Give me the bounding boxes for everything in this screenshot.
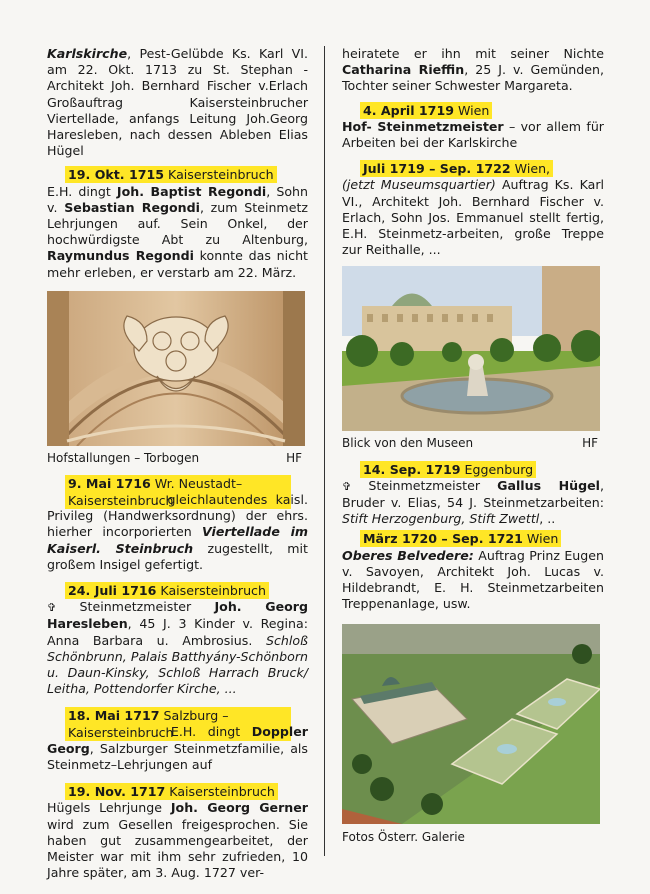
event-heading: 24. Juli 1716 Kaisersteinbruch [65, 582, 269, 599]
event-heading: 18. Mai 1717 Salzburg – Kaisersteinbruch [65, 707, 291, 741]
event-heading: 4. April 1719 Wien [360, 102, 492, 119]
event-text: (jetzt Museumsquartier) Auftrag Ks. Karl VI., Architekt Joh. Bernhard Fischer v. Erlach, Sohn Jos. Emmanuel stellt fertig, E.H. Steinmetz-arbeiten, große Treppe zur Reithalle, ... [342, 177, 605, 258]
cross-icon: ✞ [342, 479, 352, 493]
intro-paragraph: heiratete er ihn mit seiner Nichte Catharina Rieffin, 25 J. v. Gemünden, Tochter seiner Schwester Margareta. [342, 46, 605, 94]
photo-caption: Hofstallungen – Torbogen HF [47, 450, 302, 465]
event-heading: 14. Sep. 1719 Eggenburg [360, 461, 536, 478]
event-text: : E.H. dingt Doppler Georg, Salzburger Steinmetzfamilie, als Steinmetz–Lehrjungen auf [47, 724, 308, 772]
event-text: E.H. dingt Joh. Baptist Regondi, Sohn v. Sebastian Regondi, zum Steinmetz Lehrjungen auf. Sein Onkel, der hochwürdigste Abt zu Altenburg, Raymundus Regondi konnte das nicht mehr erleben, er verstarb am 22. März. [47, 183, 308, 280]
photo-torbogen [47, 291, 305, 446]
event-text: ✞ Steinmetzmeister Gallus Hügel, Bruder v. Elias, 54 J. Steinmetzarbeiten: Stift Herzogenburg, Stift Zwettl, .. [342, 477, 604, 527]
right-column [342, 46, 604, 846]
event-heading: 19. Okt. 1715 Kaisersteinbruch [65, 166, 277, 183]
left-column [47, 46, 308, 881]
event-text: Hof- Steinmetzmeister – vor allem für Arbeiten bei der Karlskirche [342, 118, 604, 151]
event-heading: 9. Mai 1716 Wr. Neustadt– Kaisersteinbruch [65, 475, 291, 509]
event-text: ✞ Steinmetzmeister Joh. Georg Haresleben, 45 J. 3 Kinder v. Regina: Anna Barbara u. Ambrosius. Schloß Schönbrunn, Palais Batthyány-Schönborn u. Daun-Kinsky, Schloß Harrach Bruck/ Leitha, Pottendorfer Kirche, ... [47, 599, 309, 697]
column-divider [324, 46, 325, 856]
photo-caption: Fotos Österr. Galerie [342, 830, 465, 845]
event-heading: Juli 1719 – Sep. 1722 Wien, [360, 160, 553, 177]
photo-caption: Blick von den Museen HF [342, 436, 598, 451]
photo-museen [342, 266, 600, 431]
event-text: : gleichlautendes kaisl. Privileg (Handwerksordnung) der ehrs. hierher incorporierten Viertellade im Kaiserl. Steinbruch zugestellt, mit großem Insigel gefertigt. [47, 492, 309, 572]
event-text: Hügels Lehrjunge Joh. Georg Gerner wird zum Gesellen freigesprochen. Sie haben gut zusammengearbeitet, der Meister war mit ihm sehr zufrieden, 10 Jahre später, am 3. Aug. 1727 ver- [47, 800, 308, 881]
event-heading: März 1720 – Sep. 1721 Wien [360, 530, 561, 547]
event-heading: 19. Nov. 1717 Kaisersteinbruch [65, 783, 278, 800]
intro-paragraph: Karlskirche, Pest-Gelübde Ks. Karl VI. am 22. Okt. 1713 zu St. Stephan - Architekt Joh. Bernhard Fischer v.Erlach Großauftrag Kaisersteinbrucher Viertellade, anfangs Leitung Joh.Georg Haresleben, nach dessen Ableben Elias Hügel [47, 46, 308, 159]
event-text: Oberes Belvedere: Auftrag Prinz Eugen v. Savoyen, Architekt Joh. Lucas v. Hildebrandt, E. H. Steinmetzarbeiten Treppenanlage, usw. [342, 547, 605, 612]
photo-belvedere [342, 624, 600, 824]
cross-icon: ✞ [47, 601, 57, 615]
